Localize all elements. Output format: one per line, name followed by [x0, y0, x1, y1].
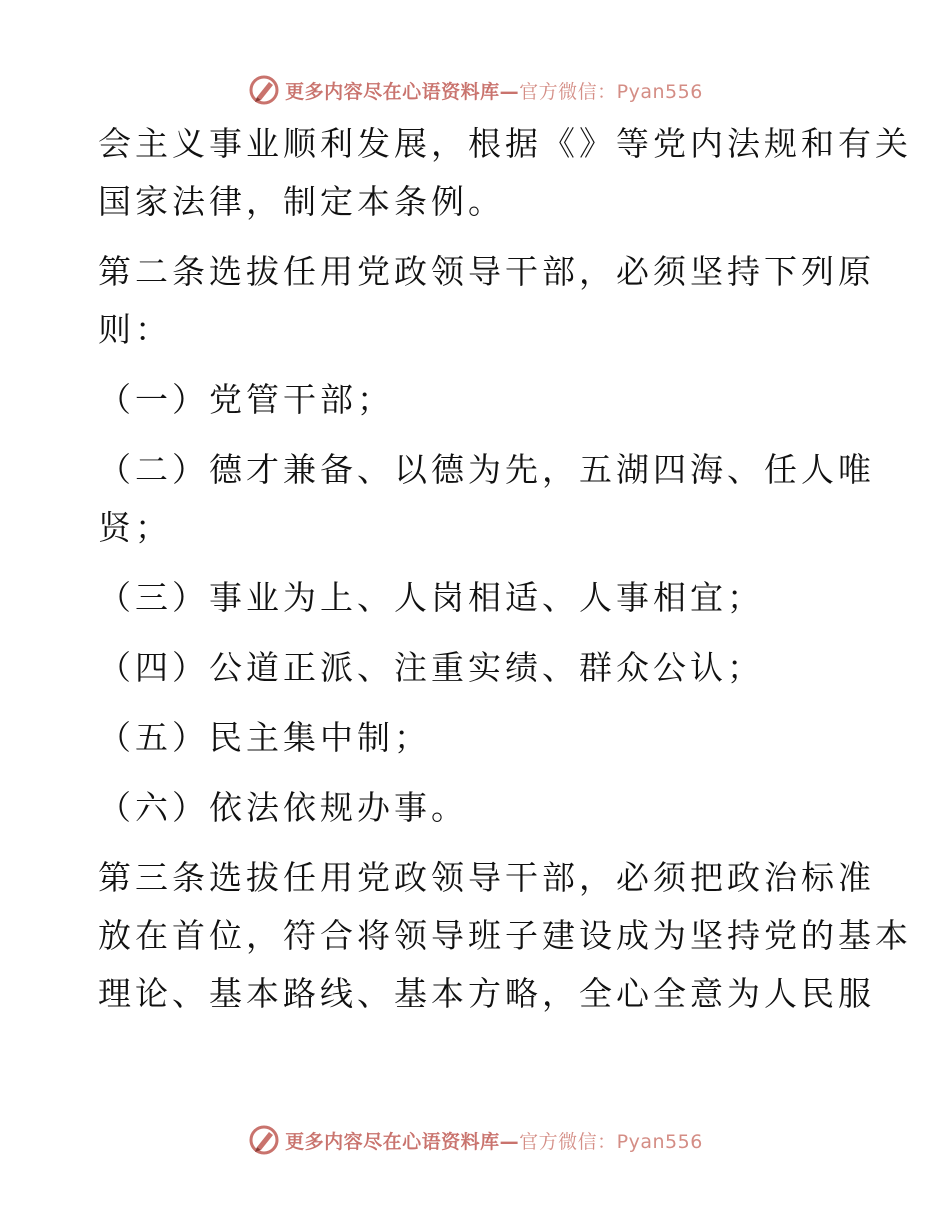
text-line: 国家法律，制定本条例。 — [98, 182, 505, 221]
text-line: 理论、基本路线、基本方略，全心全意为人民服 — [98, 974, 875, 1013]
text-line: 会主义事业顺利发展，根据《》等党内法规和有关 — [98, 124, 912, 163]
text-line: 第三条选拔任用党政领导干部，必须把政治标准 — [98, 858, 875, 897]
text-line: （五）民主集中制； — [98, 718, 431, 757]
watermark-sub-text: 官方微信：Pyan556 — [519, 1130, 703, 1153]
text-line: 则： — [98, 310, 172, 349]
paragraph — [98, 243, 875, 359]
paragraph — [98, 709, 858, 767]
text-line: 第二条选拔任用党政领导干部，必须坚持下列原 — [98, 252, 875, 291]
footer-watermark — [0, 1120, 950, 1160]
text-line: （三）事业为上、人岗相适、人事相宜； — [98, 578, 764, 617]
watermark-main-text: 更多内容尽在心语资料库— — [285, 80, 520, 103]
pen-logo-icon — [247, 73, 281, 107]
text-line: （二）德才兼备、以德为先，五湖四海、任人唯 — [98, 450, 875, 489]
paragraph — [98, 115, 912, 231]
paragraph — [98, 639, 858, 697]
text-line: 贤； — [98, 508, 172, 547]
watermark-sub-text: 官方微信：Pyan556 — [519, 80, 703, 103]
document-body — [98, 115, 912, 1023]
text-line: （四）公道正派、注重实绩、群众公认； — [98, 648, 764, 687]
text-line: （一）党管干部； — [98, 380, 394, 419]
pen-logo-icon — [247, 1123, 281, 1157]
watermark-main-text: 更多内容尽在心语资料库— — [285, 1130, 520, 1153]
text-line: 放在首位，符合将领导班子建设成为坚持党的基本 — [98, 916, 912, 955]
header-watermark — [0, 70, 950, 110]
paragraph — [98, 371, 858, 429]
paragraph — [98, 849, 912, 1023]
text-line: （六）依法依规办事。 — [98, 788, 468, 827]
paragraph — [98, 779, 858, 837]
paragraph — [98, 569, 858, 627]
paragraph — [98, 441, 875, 557]
